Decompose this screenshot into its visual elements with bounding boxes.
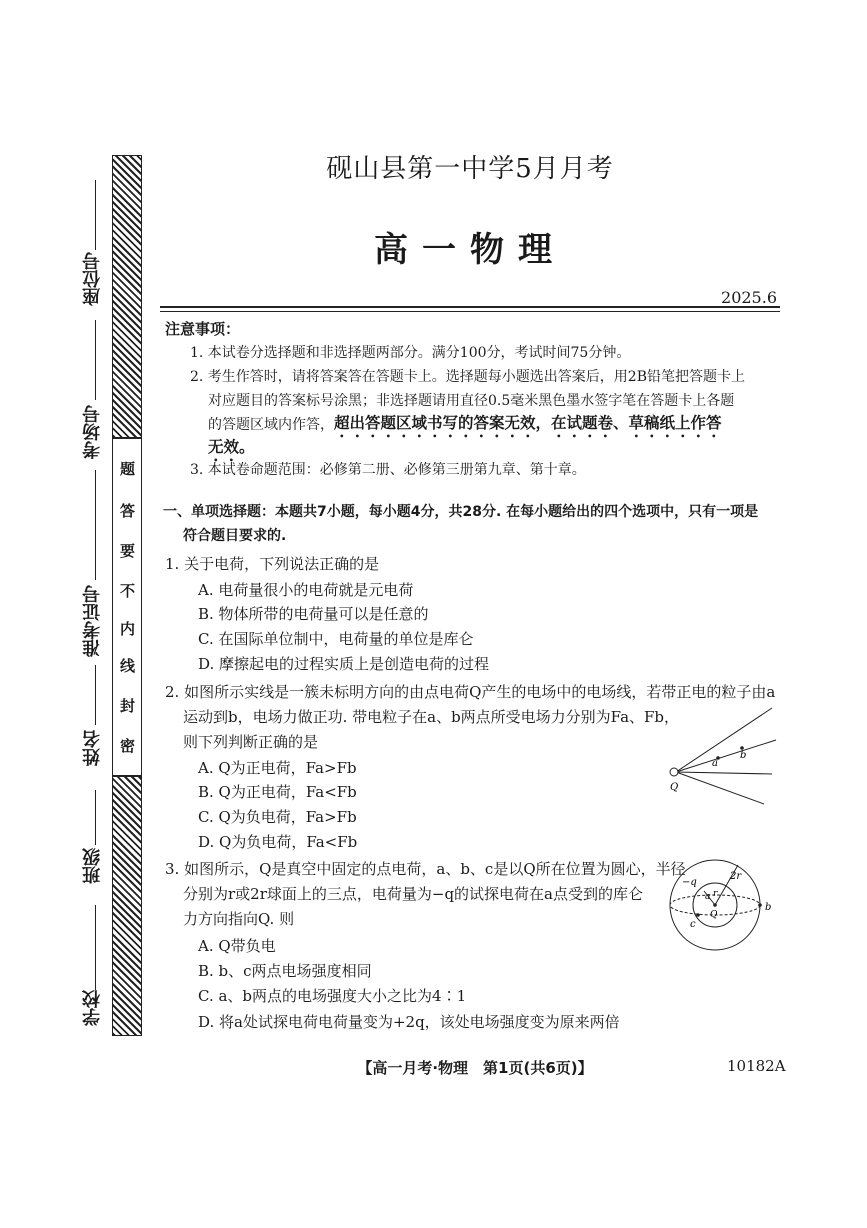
notice-item-2c: 的答题区域内作答，	[208, 417, 334, 433]
seat-line	[95, 180, 96, 250]
notice-item-3: 3. 本试卷命题范围：必修第二册、必修第三册第九章、第十章。	[190, 462, 586, 478]
seal-char: 封	[120, 697, 136, 715]
school-label: 学校	[82, 990, 103, 1026]
q3-fig-label-r: r	[713, 889, 718, 899]
name-line	[95, 665, 96, 725]
exam-room-label: 考场号	[82, 405, 103, 459]
section-heading-cont: 符合题目要求的.	[183, 528, 287, 544]
notice-emphasis: 超出答题区域书写的答案无效，在试题卷、草稿纸上作答	[334, 414, 722, 432]
ticket-label: 准考证号	[82, 585, 103, 657]
q3-stem-1: 3. 如图所示，Q是真空中固定的点电荷，a、b、c是以Q所在位置为圆心，半径	[165, 860, 686, 878]
q3-fig-label-a: a	[705, 892, 711, 902]
seal-char: 答	[120, 502, 136, 520]
q3-sphere-figure	[660, 855, 780, 955]
section-heading: 一、单项选择题：本题共7小题，每小题4分，共28分. 在每小题给出的四个选项中，只有一项是	[163, 504, 759, 520]
q3-option-d: D. 将a处试探电荷电荷量变为+2q，该处电场强度变为原来两倍	[198, 1013, 620, 1031]
q2-option-a: A. Q为正电荷，Fa>Fb	[198, 759, 357, 777]
q1-option-b: B. 物体所带的电荷量可以是任意的	[198, 605, 429, 623]
q2-fig-label-q: Q	[670, 782, 679, 793]
header-rule-thin	[160, 311, 780, 312]
class-line	[95, 790, 96, 845]
ticket-line	[95, 470, 96, 580]
q1-option-d: D. 摩擦起电的过程实质上是创造电荷的过程	[198, 655, 490, 673]
q3-fig-label-neg-q: −q	[682, 877, 697, 888]
q2-stem-3: 则下列判断正确的是	[183, 733, 319, 751]
seal-char: 线	[120, 657, 136, 675]
q2-option-c: C. Q为负电荷，Fa>Fb	[198, 808, 357, 826]
q3-stem-3: 力方向指向Q. 则	[183, 910, 295, 928]
q3-option-c: C. a、b两点的电场强度大小之比为4∶1	[198, 987, 467, 1005]
header-rule	[160, 306, 780, 308]
q3-stem-2: 分别为r或2r球面上的三点，电荷量为−q的试探电荷在a点受到的库仑	[183, 885, 644, 903]
seal-char: 题	[120, 460, 136, 478]
seal-char: 要	[120, 542, 136, 560]
notice-heading: 注意事项：	[165, 320, 241, 338]
notice-item-2b: 对应题目的答案标号涂黑；非选择题请用直径0.5毫米黑色墨水签字笔在答题卡上各题	[208, 393, 735, 409]
decorative-border-bottom	[112, 776, 142, 1036]
seat-label: 座位号	[82, 252, 103, 306]
q1-stem: 1. 关于电荷，下列说法正确的是	[165, 555, 380, 573]
exam-date: 2025.6	[721, 288, 777, 307]
name-label: 姓名	[82, 730, 103, 766]
q3-option-a: A. Q带负电	[198, 937, 276, 955]
seal-line-box	[112, 438, 142, 776]
q3-option-b: B. b、c两点电场强度相同	[198, 962, 372, 980]
q1-option-a: A. 电荷量很小的电荷就是元电荷	[198, 581, 414, 599]
notice-item-1: 1. 本试卷分选择题和非选择题两部分。满分100分，考试时间75分钟。	[190, 345, 631, 361]
q2-stem-1: 2. 如图所示实线是一簇未标明方向的由点电荷Q产生的电场中的电场线，若带正电的粒子由a	[165, 683, 776, 701]
seal-char: 密	[120, 737, 136, 755]
q3-fig-label-c: c	[690, 919, 696, 930]
q2-fig-label-b: b	[740, 750, 747, 761]
decorative-border-top	[112, 155, 142, 438]
class-label: 班级	[82, 848, 103, 884]
school-line	[95, 905, 96, 990]
q3-fig-label-q: Q	[710, 910, 718, 920]
seal-char: 内	[120, 620, 136, 638]
seal-char: 不	[120, 582, 136, 600]
page-footer: 【高一月考·物理 第1页(共6页)】	[357, 1059, 593, 1077]
exam-room-line	[95, 320, 96, 400]
q2-fig-label-a: a	[712, 758, 718, 769]
q2-option-d: D. Q为负电荷，Fa<Fb	[198, 833, 358, 851]
q1-option-c: C. 在国际单位制中，电荷量的单位是库仑	[198, 630, 474, 648]
paper-code: 10182A	[727, 1057, 786, 1075]
q2-field-lines-figure	[660, 700, 780, 810]
exam-title: 砚山县第一中学5月月考	[326, 154, 614, 184]
q2-stem-2: 运动到b，电场力做正功. 带电粒子在a、b两点所受电场力分别为Fa、Fb，	[183, 708, 680, 726]
subject-title: 高一物理	[374, 230, 566, 270]
q3-fig-label-2r: 2r	[730, 871, 742, 882]
q3-fig-label-b: b	[765, 902, 772, 913]
q2-option-b: B. Q为正电荷，Fa<Fb	[198, 783, 357, 801]
notice-item-2a: 2. 考生作答时，请将答案答在答题卡上。选择题每小题选出答案后，用2B铅笔把答题卡上	[190, 369, 746, 385]
notice-emphasis-end: 无效。	[208, 438, 255, 456]
